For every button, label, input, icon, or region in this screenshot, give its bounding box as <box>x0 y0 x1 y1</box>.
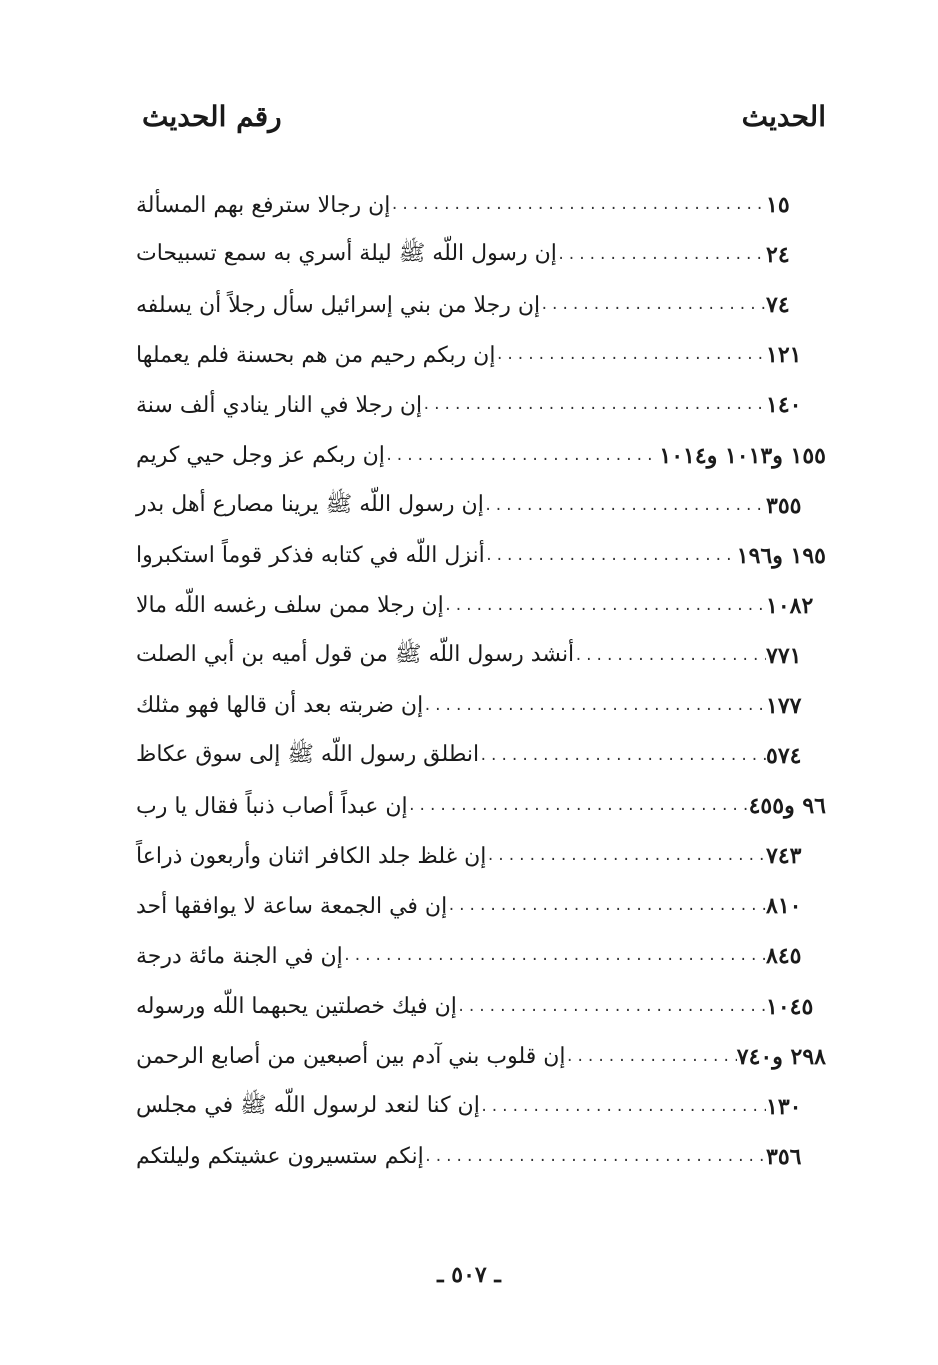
hadith-text: إن في الجنة مائة درجة <box>136 943 343 969</box>
index-row <box>128 180 836 230</box>
leader-dots <box>447 898 766 914</box>
index-row <box>128 681 836 731</box>
hadith-text: إن رسول اللّه ﷺ ليلة أسري به سمع تسبيحات <box>136 241 557 267</box>
leader-dots <box>486 848 766 864</box>
index-row <box>128 831 836 881</box>
hadith-number: ١٩٥ و١٩٦ <box>736 542 826 569</box>
hadith-number: ٨٤٥ <box>766 943 802 970</box>
hadith-number: ٢٩٨ و٧٤٠ <box>736 1043 826 1070</box>
leader-dots <box>422 397 766 413</box>
leader-dots <box>408 798 749 814</box>
hadith-number-heading: رقم الحديث <box>142 100 282 133</box>
leader-dots <box>424 1149 766 1165</box>
hadith-number: ٣٥٥ <box>766 492 802 519</box>
leader-dots <box>484 498 766 514</box>
page-number: ـ ٥٠٧ ـ <box>437 1262 501 1288</box>
index-row <box>128 581 836 631</box>
hadith-text: إن قلوب بني آدم بين أصبعين من أصابع الرحمن <box>136 1044 566 1070</box>
hadith-text: أنشد رسول اللّه ﷺ من قول أميه بن أبي الصلت <box>136 641 575 667</box>
hadith-number: ١٥٥ و١٠١٣ و١٠١٤ <box>659 442 826 469</box>
hadith-number: ٧٧١ <box>766 642 802 669</box>
hadith-heading: الحديث <box>741 100 826 133</box>
leader-dots <box>385 448 660 464</box>
leader-dots <box>574 648 766 664</box>
hadith-number: ١٣٠ <box>766 1093 802 1120</box>
hadith-number: ٣٥٦ <box>766 1143 802 1170</box>
leader-dots <box>480 1099 766 1115</box>
hadith-text: إن رجلا في النار ينادي ألف سنة <box>136 392 423 418</box>
index-row <box>128 881 836 931</box>
hadith-number: ١٤٠ <box>766 392 802 419</box>
hadith-text: إن ربكم عز وجل حيي كريم <box>136 443 385 469</box>
hadith-text: إن ربكم رحيم من هم بحسنة فلم يعملها <box>136 342 496 368</box>
leader-dots <box>479 748 766 764</box>
index-row <box>128 931 836 981</box>
hadith-text: إنكم ستسيرون عشيتكم وليلتكم <box>136 1144 424 1170</box>
index-row <box>128 230 836 280</box>
index-row <box>128 731 836 781</box>
hadith-index-list <box>128 180 836 1182</box>
hadith-number: ٩٦ و٤٥٥ <box>748 793 826 820</box>
hadith-number: ١٠٤٥ <box>766 993 814 1020</box>
hadith-text: إن في الجمعة ساعة لا يوافقها أحد <box>136 893 448 919</box>
leader-dots <box>495 347 766 363</box>
leader-dots <box>485 548 737 564</box>
index-row <box>128 1082 836 1132</box>
index-row <box>128 1132 836 1182</box>
hadith-text: إن رجلا من بني إسرائيل سأل رجلاً أن يسلفه <box>136 292 541 318</box>
hadith-text: إن رجلا ممن سلف رغسه اللّه مالا <box>136 593 444 619</box>
index-row <box>128 380 836 430</box>
hadith-number: ١٥ <box>766 192 790 219</box>
hadith-number: ٥٧٤ <box>766 743 802 770</box>
hadith-text: إن عبداً أصاب ذنباً فقال يا رب <box>136 793 408 819</box>
index-row <box>128 781 836 831</box>
leader-dots <box>457 999 766 1015</box>
leader-dots <box>390 197 766 213</box>
leader-dots <box>557 247 766 263</box>
index-row <box>128 280 836 330</box>
hadith-number: ٨١٠ <box>766 893 802 920</box>
leader-dots <box>444 598 766 614</box>
column-header <box>130 100 826 150</box>
index-row <box>128 430 836 480</box>
leader-dots <box>343 948 766 964</box>
index-row <box>128 631 836 681</box>
hadith-text: إن ضربته بعد أن قالها فهو مثلك <box>136 693 424 719</box>
hadith-number: ١٧٧ <box>766 692 802 719</box>
index-row <box>128 481 836 531</box>
hadith-number: ١٢١ <box>766 342 802 369</box>
hadith-text: انطلق رسول اللّه ﷺ إلى سوق عكاظ <box>136 742 480 768</box>
hadith-text: إن رسول اللّه ﷺ يرينا مصارع أهل بدر <box>136 491 484 517</box>
hadith-number: ٢٤ <box>766 242 790 269</box>
index-row <box>128 330 836 380</box>
index-row <box>128 1032 836 1082</box>
hadith-text: إن غلظ جلد الكافر اثنان وأربعون ذراعاً <box>136 843 487 869</box>
leader-dots <box>540 297 766 313</box>
hadith-text: إن فيك خصلتين يحبهما اللّه ورسوله <box>136 994 457 1020</box>
hadith-number: ١٠٨٢ <box>766 592 814 619</box>
hadith-number: ٧٤٣ <box>766 843 802 870</box>
hadith-text: إن كنا لنعد لرسول اللّه ﷺ في مجلس <box>136 1092 480 1118</box>
leader-dots <box>423 698 766 714</box>
index-row <box>128 982 836 1032</box>
leader-dots <box>566 1049 737 1065</box>
hadith-text: إن رجالا سترفع بهم المسألة <box>136 192 391 218</box>
hadith-number: ٧٤ <box>766 292 790 319</box>
index-row <box>128 531 836 581</box>
hadith-text: أنزل اللّه في كتابه فذكر قوماً استكبروا <box>136 543 485 569</box>
